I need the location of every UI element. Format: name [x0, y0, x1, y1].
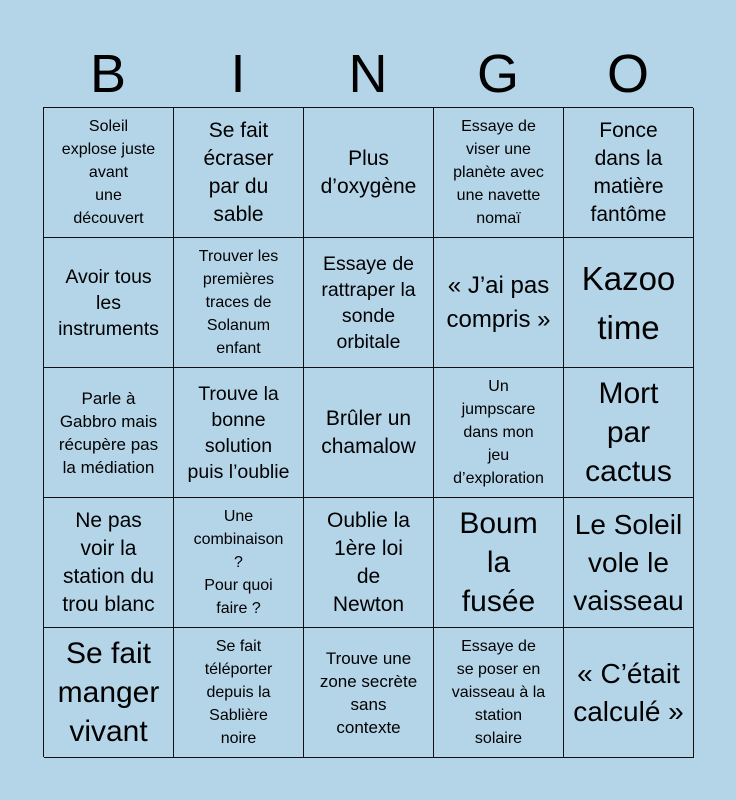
bingo-cell[interactable]: Parle à Gabbro mais récupère pas la médiation [44, 368, 174, 498]
header-letter-o: O [606, 44, 649, 104]
bingo-cell[interactable]: Un jumpscare dans mon jeu d’exploration [434, 368, 564, 498]
bingo-cell[interactable]: Une combinaison ? Pour quoi faire ? [174, 498, 304, 628]
bingo-header [43, 40, 693, 108]
header-letter-i: I [230, 44, 246, 104]
bingo-cell[interactable]: Kazoo time [564, 238, 694, 368]
bingo-cell[interactable]: Se fait téléporter depuis la Sablière noire [174, 628, 304, 758]
bingo-cell[interactable]: Essaye de viser une planète avec une navette nomaï [434, 108, 564, 238]
header-letter-b: B [89, 44, 127, 104]
bingo-cell[interactable]: Se fait écraser par du sable [174, 108, 304, 238]
bingo-cell[interactable]: Plus d’oxygène [304, 108, 434, 238]
header-letter-n: N [348, 44, 388, 104]
bingo-cell[interactable]: Trouve une zone secrète sans contexte [304, 628, 434, 758]
bingo-cell[interactable]: Fonce dans la matière fantôme [564, 108, 694, 238]
bingo-cell[interactable]: Soleil explose juste avant une découvert [44, 108, 174, 238]
bingo-cell[interactable]: « C’était calculé » [564, 628, 694, 758]
bingo-cell[interactable]: Essaye de rattraper la sonde orbitale [304, 238, 434, 368]
bingo-cell[interactable]: Trouver les premières traces de Solanum enfant [174, 238, 304, 368]
bingo-cell[interactable]: Mort par cactus [564, 368, 694, 498]
bingo-cell[interactable]: Avoir tous les instruments [44, 238, 174, 368]
header-letter-g: G [476, 44, 519, 104]
bingo-cell[interactable]: Brûler un chamalow [304, 368, 434, 498]
bingo-cell[interactable]: Essaye de se poser en vaisseau à la station solaire [434, 628, 564, 758]
bingo-cell[interactable]: Trouve la bonne solution puis l’oublie [174, 368, 304, 498]
bingo-grid [43, 107, 693, 757]
bingo-cell[interactable]: Le Soleil vole le vaisseau [564, 498, 694, 628]
bingo-cell[interactable]: Oublie la 1ère loi de Newton [304, 498, 434, 628]
bingo-cell[interactable]: « J’ai pas compris » [434, 238, 564, 368]
bingo-cell[interactable]: Boum la fusée [434, 498, 564, 628]
bingo-cell[interactable]: Se fait manger vivant [44, 628, 174, 758]
bingo-cell[interactable]: Ne pas voir la station du trou blanc [44, 498, 174, 628]
